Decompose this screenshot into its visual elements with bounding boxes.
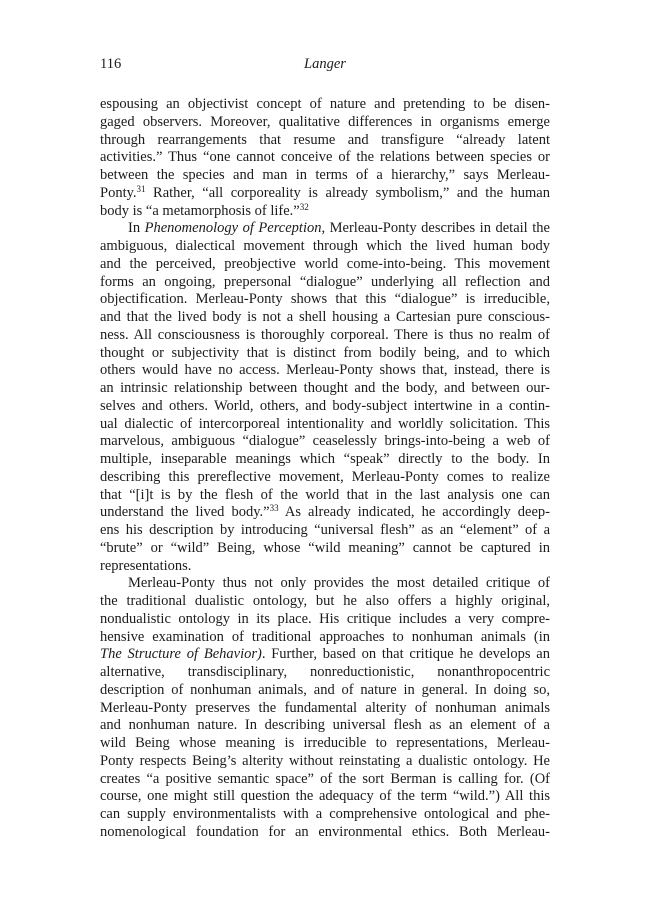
text-line <box>100 398 550 416</box>
running-head: Langer <box>304 56 346 72</box>
text-line <box>100 274 550 292</box>
text-segment: multiple, inseparable meanings which “speak” directly to the body. In <box>100 451 550 467</box>
text-line <box>100 238 550 256</box>
text-line <box>100 806 550 824</box>
text-line <box>100 291 550 309</box>
text-segment: selves and others. World, others, and body-subject intertwine in a contin- <box>100 397 550 414</box>
text-segment: description of nonhuman animals, and of nature in general. In doing so, <box>100 681 550 698</box>
text-line <box>100 345 550 363</box>
body-text <box>100 96 550 842</box>
footnote-ref: 31 <box>136 183 146 194</box>
text-segment: and that the lived body is not a shell housing a Cartesian pure conscious- <box>100 309 550 325</box>
text-segment: through rearrangements that resume and transfigure “already latent <box>100 131 550 148</box>
text-line <box>100 185 550 203</box>
text-line <box>100 575 550 593</box>
text-line <box>100 735 550 753</box>
text-line <box>100 362 550 380</box>
text-segment: As already indicated, he accordingly deep- <box>278 504 550 521</box>
text-line <box>100 504 550 522</box>
text-segment: Ponty. <box>100 184 137 201</box>
text-segment: objectification. Merleau-Ponty shows that this “dialogue” is irreducible, <box>100 291 550 308</box>
text-segment: can supply environmentalists with a comprehensive ontological and phe- <box>100 806 550 822</box>
text-segment: Merleau-Ponty preserves the fundamental alterity of nonhuman animals <box>100 699 550 716</box>
text-segment: describing this prereflective movement, Merleau-Ponty comes to realize <box>100 468 550 485</box>
text-line <box>100 664 550 682</box>
text-segment: nondualistic ontology in its place. His critique includes a very compre- <box>100 610 550 627</box>
text-segment: Ponty respects Being’s alterity without reinstating a dualistic ontology. He <box>100 752 550 769</box>
text-segment: others would have no access. Merleau-Ponty shows that, instead, there is <box>100 362 550 379</box>
text-segment: “brute” or “wild” Being, whose “wild meaning” cannot be captured in <box>100 539 550 556</box>
text-segment: course, one might still question the adequacy of the term “wild.”) All this <box>100 788 550 805</box>
text-line <box>100 327 550 345</box>
text-segment: ens his description by introducing “universal flesh” as an “element” of a <box>100 522 550 538</box>
text-segment: wild Being whose meaning is irreducible to representations, Merleau- <box>100 735 550 751</box>
text-segment: ness. All consciousness is thoroughly corporeal. There is thus no realm of <box>100 326 550 343</box>
text-segment: representations. <box>100 557 192 574</box>
text-line <box>100 717 550 735</box>
text-segment: In <box>128 220 145 237</box>
text-line <box>100 220 550 238</box>
page-header <box>100 56 550 76</box>
text-segment: Rather, “all corporeality is already symbolism,” and the human <box>145 184 550 201</box>
text-segment: the traditional dualistic ontology, but he also offers a highly original, <box>100 593 550 609</box>
text-segment: and nonhuman nature. In describing universal flesh as an element of a <box>100 717 550 734</box>
text-segment: an intrinsic relationship between thought and the body, and between our- <box>100 380 550 396</box>
text-segment: that “[i]t is by the flesh of the world that in the last analysis one can <box>100 486 550 503</box>
text-line <box>100 256 550 274</box>
text-line <box>100 522 550 540</box>
text-segment: marvelous, ambiguous “dialogue” ceaselessly brings-into-being a web of <box>100 433 550 450</box>
text-line <box>100 380 550 398</box>
text-segment: nomenological foundation for an environmental ethics. Both Merleau- <box>100 823 550 840</box>
text-line <box>100 629 550 647</box>
text-segment: creates “a positive semantic space” of the sort Berman is calling for. (Of <box>100 770 550 787</box>
footnote-ref: 33 <box>269 503 279 514</box>
italic-title: Phenomenology of Perception <box>144 220 322 237</box>
text-line <box>100 114 550 132</box>
text-line <box>100 788 550 806</box>
text-segment: understand the lived body.” <box>100 504 270 521</box>
text-segment: body is “a metamorphosis of life.” <box>100 202 300 219</box>
text-line <box>100 96 550 114</box>
text-segment: activities.” Thus “one cannot conceive of the relations between species or <box>100 149 550 166</box>
text-segment: hensive examination of traditional approaches to nonhuman animals (in <box>100 628 550 645</box>
text-segment: gaged observers. Moreover, qualitative differences in organisms emerge <box>100 113 550 130</box>
text-segment: forms an ongoing, prepersonal “dialogue” underlying all reflection and <box>100 273 550 290</box>
text-line <box>100 167 550 185</box>
text-line <box>100 824 550 842</box>
text-segment: ambiguous, dialectical movement through which the lived human body <box>100 238 550 254</box>
text-segment: Merleau-Ponty thus not only provides the most detailed critique of <box>128 575 550 592</box>
text-line <box>100 487 550 505</box>
text-line <box>100 149 550 167</box>
text-segment: ual dialectic of intercorporeal intentionality and worldly solicitation. This <box>100 415 550 432</box>
text-line <box>100 203 550 221</box>
text-line <box>100 469 550 487</box>
text-line <box>100 416 550 434</box>
text-line <box>100 540 550 558</box>
text-line <box>100 132 550 150</box>
text-segment: alternative, transdisciplinary, nonreductionistic, nonanthropocentric <box>100 664 550 680</box>
text-line <box>100 646 550 664</box>
text-line <box>100 451 550 469</box>
text-line <box>100 682 550 700</box>
text-line <box>100 433 550 451</box>
footnote-ref: 32 <box>299 201 309 212</box>
text-line <box>100 700 550 718</box>
text-line <box>100 309 550 327</box>
text-segment: between the species and man in terms of a hierarchy,” says Merleau- <box>100 167 550 183</box>
text-line <box>100 593 550 611</box>
text-line <box>100 558 550 576</box>
text-segment: thought or subjectivity that is distinct from bodily being, and to which <box>100 344 550 361</box>
text-segment: espousing an objectivist concept of nature and pretending to be disen- <box>100 96 550 112</box>
text-segment: and the perceived, preobjective world come-into-being. This movement <box>100 255 550 272</box>
text-line <box>100 771 550 789</box>
text-segment: , Merleau-Ponty describes in detail the <box>321 220 550 237</box>
text-line <box>100 611 550 629</box>
italic-title: The Structure of Behavior) <box>100 646 262 663</box>
text-line <box>100 753 550 771</box>
page-number: 116 <box>100 56 122 72</box>
text-segment: . Further, based on that critique he develops an <box>261 646 550 663</box>
